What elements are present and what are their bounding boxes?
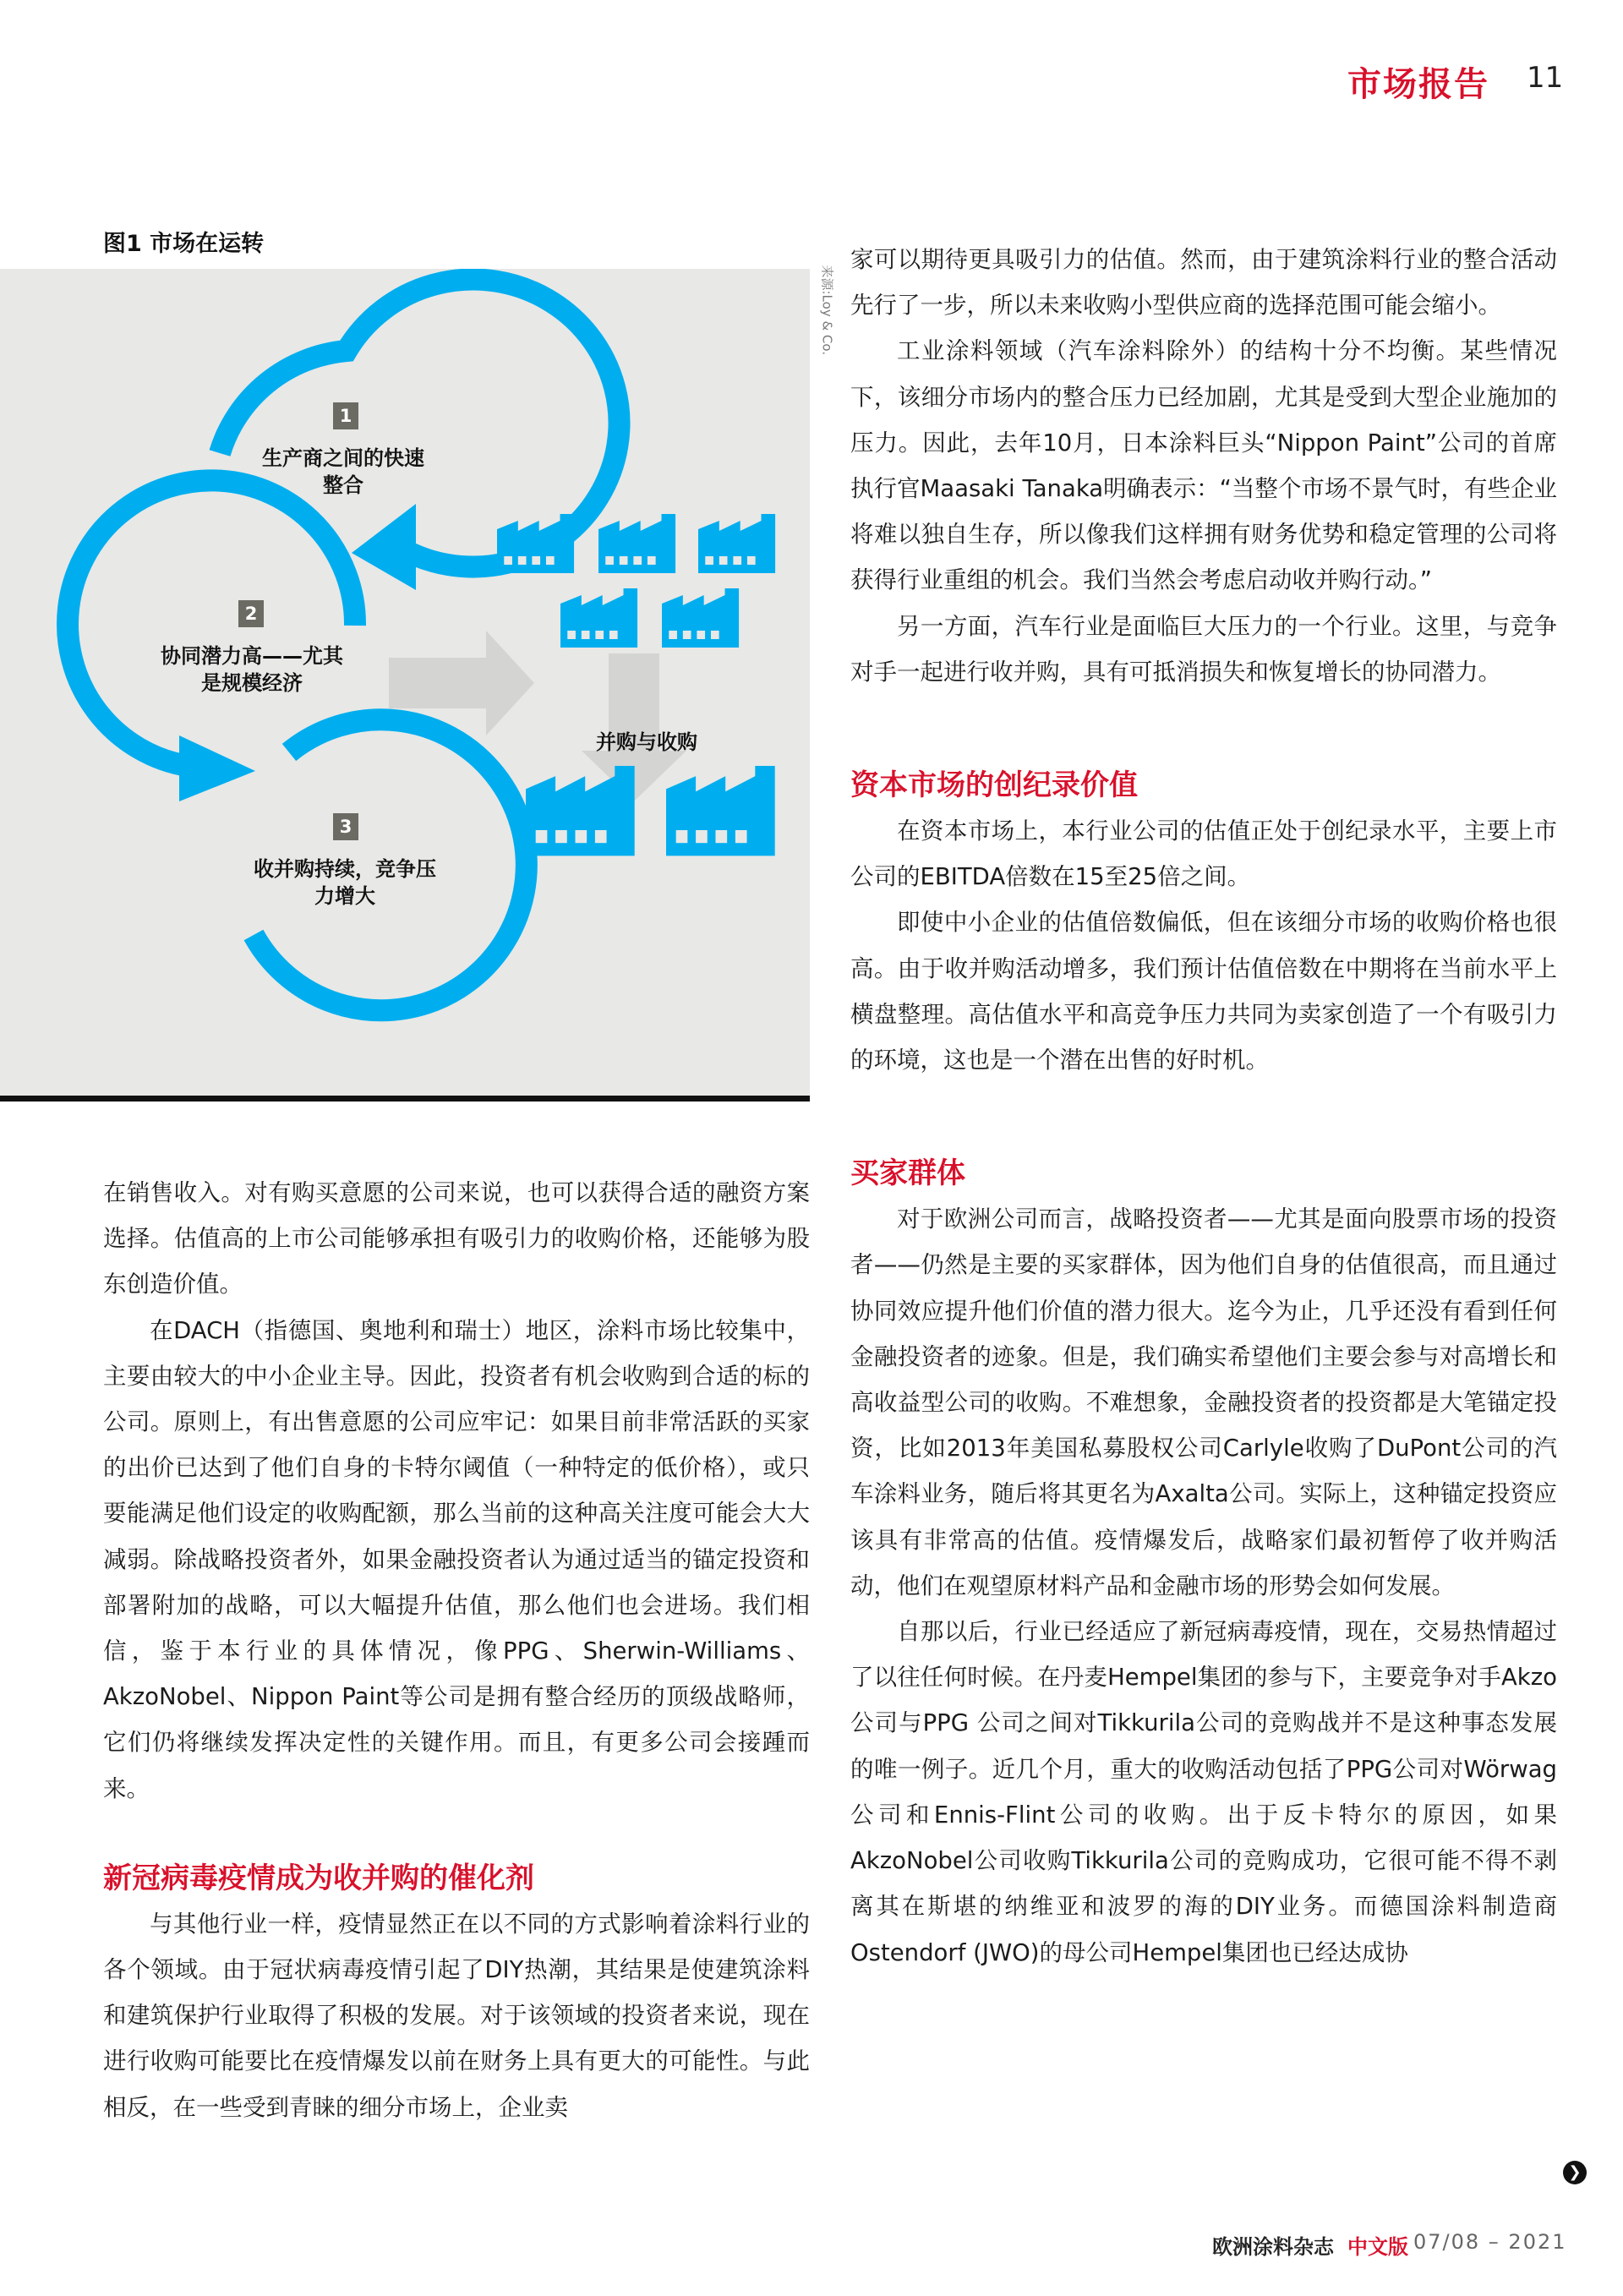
paragraph: 在资本市场上，本行业公司的估值正处于创纪录水平，主要上市公司的EBITDA倍数在15至25倍之间。 (850, 817, 1557, 891)
paragraph: 在DACH（指德国、奥地利和瑞士）地区，涂料市场比较集中，主要由较大的中小企业主导。因此，投资者有机会收购到合适的标的公司。原则上，有出售意愿的公司应牢记：如果目前非常活跃的买家的出价已达到了他们自身的卡特尔阈值（一种特定的低价格），或只要能满足他们设定的收购配额，那么当前的这种高关注度可能会大大减弱。除战略投资者外，如果金融投资者认为通过适当的锚定投资和部署附加的战略，可以大幅提升估值，那么他们也会进场。我们相信，鉴于本行业的具体情况，像PPG、Sherwin-Williams、AkzoNobel、Nippon Paint等公司是拥有整合经历的顶级战略师，它们仍将继续发挥决定性的关键作用。而且，有更多公司会接踵而来。 (103, 1316, 810, 1802)
section-heading: 买家群体 (850, 1156, 965, 1191)
step-2-number: 2 (238, 600, 264, 627)
footer-magazine: 欧洲涂料杂志 (1212, 2235, 1334, 2259)
merger-label: 并购与收购 (596, 730, 697, 754)
step-1-number: 1 (333, 402, 358, 429)
paragraph: 另一方面，汽车行业是面临巨大压力的一个行业。这里，与竞争对手一起进行收并购，具有可抵消损失和恢复增长的协同潜力。 (850, 612, 1557, 686)
footer-edition: 中文版 (1347, 2235, 1408, 2259)
factory-icon (698, 514, 775, 573)
figure-source (815, 265, 837, 374)
factory-icon (497, 514, 574, 573)
paragraph: 在销售收入。对有购买意愿的公司来说，也可以获得合适的融资方案选择。估值高的上市公司能够承担有吸引力的收购价格，还能够为股东创造价值。 (103, 1179, 810, 1298)
continue-arrow-icon[interactable]: ❯ (1563, 2161, 1587, 2184)
section-heading: 资本市场的创纪录价值 (850, 768, 1138, 803)
figure-source-text: 来源:Loy & Co. (819, 265, 835, 356)
factory-icon (666, 766, 775, 856)
footer-date: 07/08 – 2021 (1413, 2230, 1567, 2254)
page-number: 11 (1527, 61, 1564, 95)
right-column (850, 237, 1557, 1976)
step-1-label: 生产商之间的快速 整合 (262, 446, 424, 497)
paragraph: 自那以后，行业已经适应了新冠病毒疫情，现在，交易热情超过了以往任何时候。在丹麦Hempel集团的参与下，主要竞争对手Akzo公司与PPG 公司之间对Tikkurila公司的竞购战并不是这种事态发展的唯一例子。近几个月，重大的收购活动包括了PPG公司对Wörwag公司和Ennis-Flint公司的收购。出于反卡特尔的原因，如果AkzoNobel公司收购Tikkurila公司的竞购成功，它很可能不得不剥离其在斯堪的纳维亚和波罗的海的DIY业务。而德国涂料制造商Ostendorf (JWO)的母公司Hempel集团也已经达成协 (850, 1618, 1557, 1966)
paragraph: 工业涂料领域（汽车涂料除外）的结构十分不均衡。某些情况下，该细分市场内的整合压力已经加剧，尤其是受到大型企业施加的压力。因此，去年10月，日本涂料巨头“Nippon Paint”公司的首席执行官Maasaki Tanaka明确表示：“当整个市场不景气时，有些企业将难以独自生存，所以像我们这样拥有财务优势和稳定管理的公司将获得行业重组的机会。我们当然会考虑启动收并购行动。” (850, 337, 1557, 594)
paragraph: 与其他行业一样，疫情显然正在以不同的方式影响着涂料行业的各个领域。由于冠状病毒疫情引起了DIY热潮，其结果是使建筑涂料和建筑保护行业取得了积极的发展。对于该领域的投资者来说，现在进行收购可能要比在疫情爆发以前在财务上具有更大的可能性。与此相反，在一些受到青睐的细分市场上，企业卖 (103, 1910, 810, 2121)
factory-icon (560, 588, 637, 648)
paragraph: 即使中小企业的估值倍数偏低，但在该细分市场的收购价格也很高。由于收并购活动增多，我们预计估值倍数在中期将在当前水平上横盘整理。高估值水平和高竞争压力共同为卖家创造了一个有吸引力的环境，这也是一个潜在出售的好时机。 (850, 909, 1557, 1074)
step-2-label: 协同潜力高——尤其 是规模经济 (161, 644, 343, 695)
cycle-arrowhead-2 (179, 735, 255, 801)
figure-caption: 图1 市场在运转 (103, 231, 265, 257)
paragraph: 对于欧洲公司而言，战略投资者——尤其是面向股票市场的投资者——仍然是主要的买家群体，因为他们自身的估值很高，而且通过协同效应提升他们价值的潜力很大。迄今为止，几乎还没有看到任何金融投资者的迹象。但是，我们确实希望他们主要会参与对高增长和高收益型公司的收购。不难想象，金融投资者的投资都是大笔锚定投资，比如2013年美国私募股权公司Carlyle收购了DuPont公司的汽车涂料业务，随后将其更名为Axalta公司。实际上，这种锚定投资应该具有非常高的估值。疫情爆发后，战略家们最初暂停了收并购活动，他们在观望原材料产品和金融市场的形势会如何发展。 (850, 1205, 1557, 1599)
section-title: 市场报告 (1347, 65, 1489, 104)
figure-market-cycle (0, 269, 810, 1102)
figure-graphic (0, 269, 810, 1096)
factory-icon (662, 588, 739, 648)
step-3-label: 收并购持续，竞争压 力增大 (254, 857, 436, 908)
paragraph: 家可以期待更具吸引力的估值。然而，由于建筑涂料行业的整合活动先行了一步，所以未来收购小型供应商的选择范围可能会缩小。 (850, 246, 1557, 320)
factory-icon (526, 766, 635, 856)
cycle-arrowhead-1 (352, 504, 416, 590)
step-3-number: 3 (333, 813, 358, 840)
left-column (103, 1170, 810, 2130)
factory-icon (598, 514, 675, 573)
cycle-arc-2 (68, 480, 355, 766)
section-heading: 新冠病毒疫情成为收并购的催化剂 (103, 1861, 534, 1895)
